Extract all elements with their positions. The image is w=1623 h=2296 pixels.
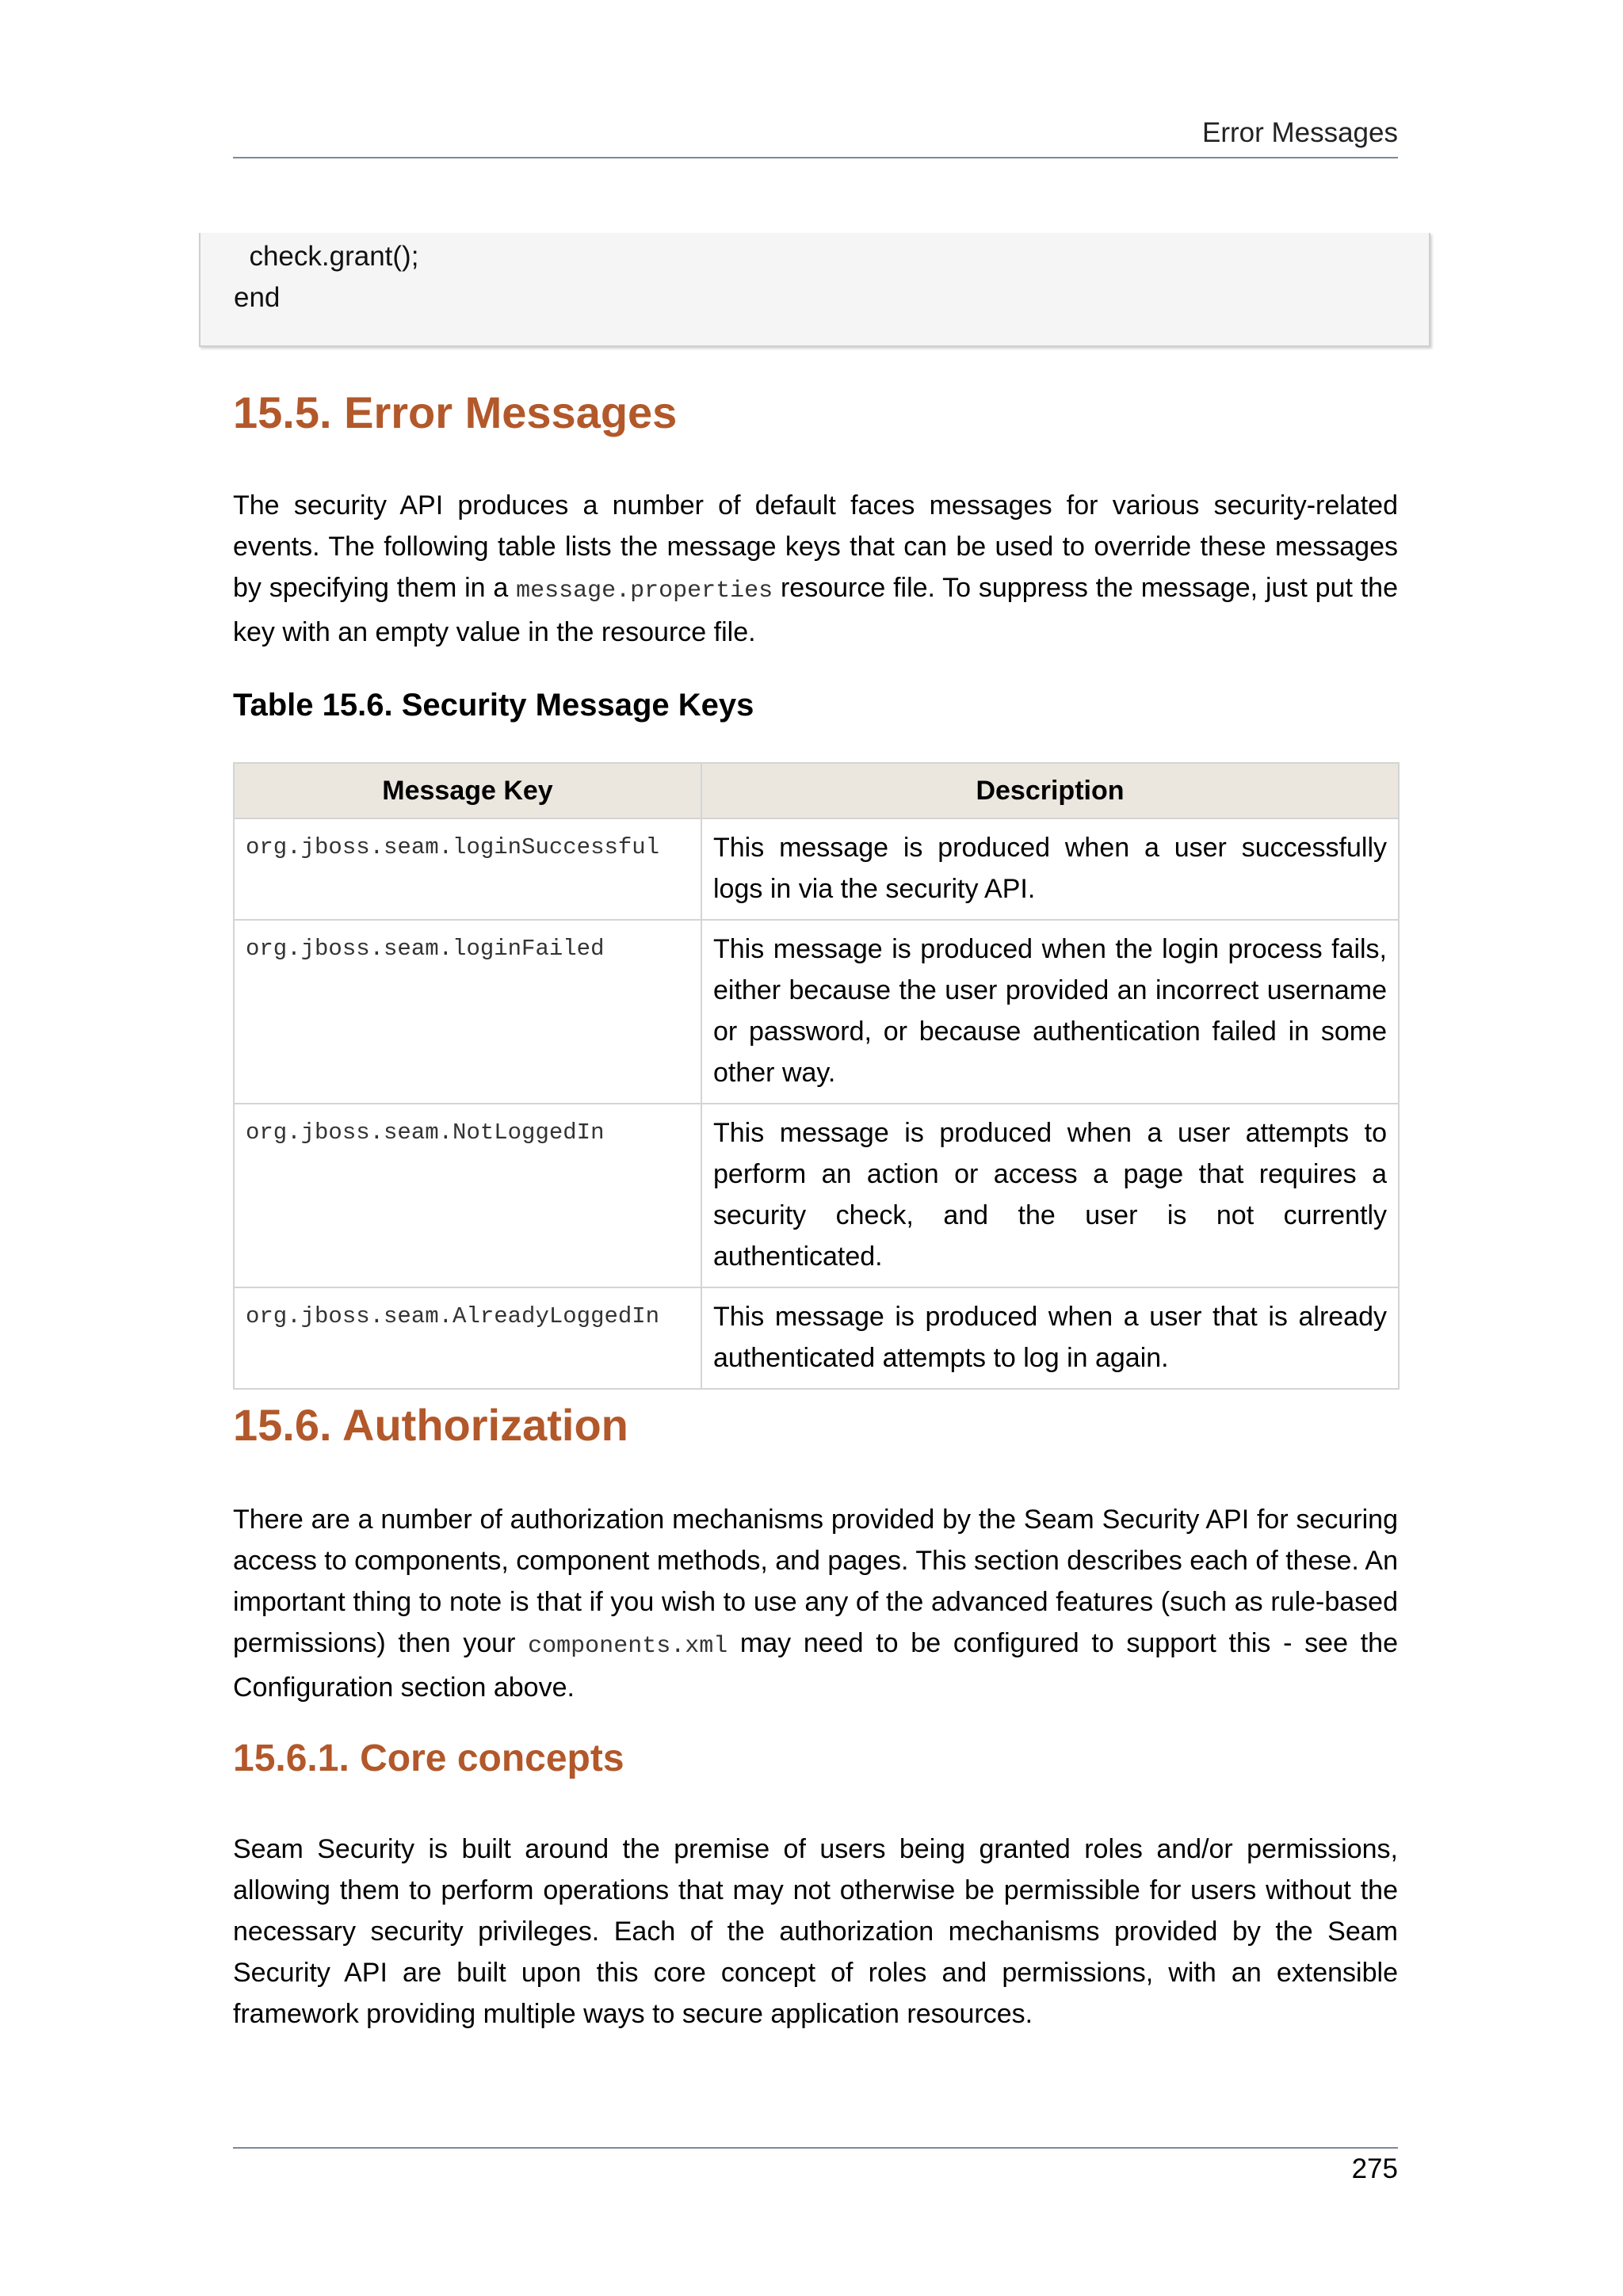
table-caption: Table 15.6. Security Message Keys [233,688,754,723]
table-row [234,920,1399,1104]
running-header: Error Messages [1201,117,1398,148]
description-cell: This message is produced when a user attempts to perform an action or access a page that requires a security check, and the user is not currently authenticated. [701,1104,1399,1287]
paragraph-text: resource file. To suppress the message, just put the key with an empty value in the resource file. [233,573,1398,647]
table-row [234,818,1399,920]
inline-code: message.properties [516,578,773,605]
column-header: Description [701,763,1399,818]
section-title-authorization: 15.6. Authorization [233,1400,628,1450]
footer-rule [233,2147,1398,2149]
section-title-error-messages: 15.5. Error Messages [233,387,678,437]
message-key-cell: org.jboss.seam.AlreadyLoggedIn [234,1287,701,1389]
column-header: Message Key [234,763,701,818]
message-key-cell: org.jboss.seam.loginSuccessful [234,818,701,920]
table-row [234,1287,1399,1389]
table-header-row [234,763,1399,818]
code-block [199,233,1430,347]
authorization-paragraph [233,1499,1398,1708]
core-concepts-paragraph: Seam Security is built around the premise of users being granted roles and/or permissions, allowing them to perform operations that may not otherwise be permissible for users without the necessary security privileges. Each of the authorization mechanisms provided by the Seam Security API are built upon this core concept of roles and permissions, with an extensible framework providing multiple ways to secure application resources. [233,1834,1398,2029]
description-cell: This message is produced when a user that is already authenticated attempts to log in again. [701,1287,1399,1389]
subsection-title-core-concepts: 15.6.1. Core concepts [233,1737,624,1779]
error-messages-paragraph [233,485,1398,653]
message-key-cell: org.jboss.seam.loginFailed [234,920,701,1104]
table-row [234,1104,1399,1287]
message-key-cell: org.jboss.seam.NotLoggedIn [234,1104,701,1287]
code-line: check.grant(); [234,241,419,272]
page-number: 275 [1351,2153,1398,2184]
paragraph-text: may need to be configured to support this - see the Configuration section above. [233,1628,1398,1703]
header-rule [233,157,1398,158]
message-keys-table [233,762,1400,1390]
paragraph-text: The security API produces a number of default faces messages for various security-related events. The following table lists the message keys that can be used to override these messages by specifying them in a [233,490,1398,603]
description-cell: This message is produced when a user successfully logs in via the security API. [701,818,1399,920]
description-cell: This message is produced when the login process fails, either because the user provided an incorrect username or password, or because authentication failed in some other way. [701,920,1399,1104]
code-line: end [234,282,281,313]
inline-code: components.xml [528,1633,728,1660]
paragraph-text: There are a number of authorization mechanisms provided by the Seam Security API for securing access to components, component methods, and pages. This section describes each of these. An important thing to note is that if you wish to use any of the advanced features (such as rule-based permissions) then your [233,1505,1398,1658]
